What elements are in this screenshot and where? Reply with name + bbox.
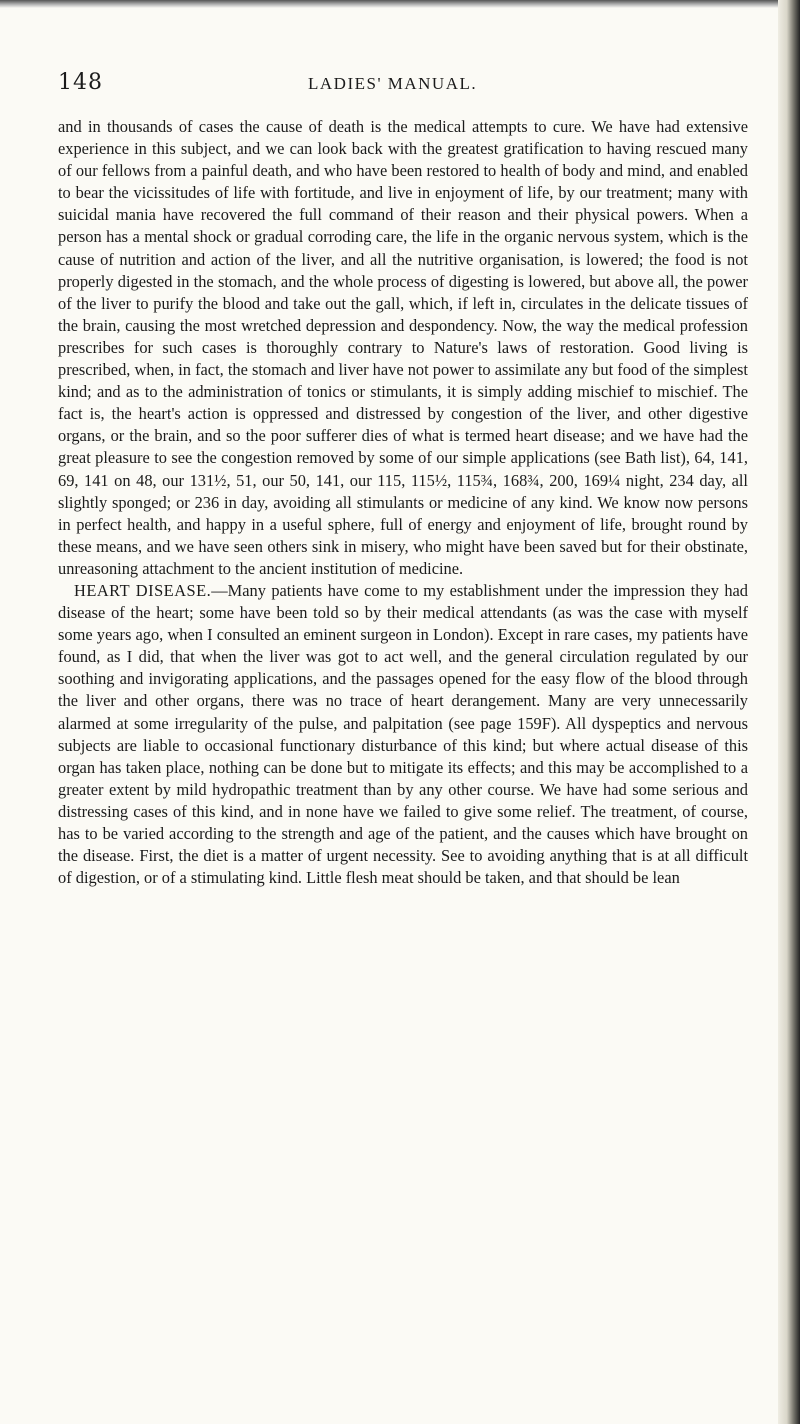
body-text bbox=[58, 116, 748, 889]
paragraph-heart-disease bbox=[58, 580, 748, 889]
page-top-shadow bbox=[0, 0, 800, 8]
running-title: LADIES' MANUAL. bbox=[308, 74, 478, 93]
page-header bbox=[58, 70, 748, 110]
paragraph-continuation: and in thousands of cases the cause of death is the medical attempts to cure. We have had extensive experience in this subject, and we can look back with the greatest gratification to having rescued many of our fellows from a painful death, and who have been restored to health of body and mind, and enabled to bear the vicissitudes of life with fortitude, and live in enjoyment of life, by our treatment; many with suicidal mania have recovered the full command of their reason and their physical powers. When a person has a mental shock or gradual corroding care, the life in the organic nervous system, which is the cause of nutrition and action of the liver, and all the nutritive organisation, is lowered; the food is not properly digested in the stomach, and the whole process of digesting is lowered, but above all, the power of the liver to purify the blood and take out the gall, which, if left in, circulates in the delicate tissues of the brain, causing the most wretched depression and despondency. Now, the way the medical profession prescribes for such cases is thoroughly contrary to Nature's laws of restoration. Good living is prescribed, when, in fact, the stomach and liver have not power to assimilate any but food of the simplest kind; and as to the administration of tonics or stimulants, it is simply adding mischief to mischief. The fact is, the heart's action is oppressed and distressed by congestion of the liver, and other digestive organs, or the brain, and so the poor sufferer dies of what is termed heart disease; and we have had the great pleasure to see the congestion removed by some of our simple applications (see Bath list), 64, 141, 69, 141 on 48, our 131½, 51, our 50, 141, our 115, 115½, 115¾, 168¾, 200, 169¼ night, 234 day, all slightly sponged; or 236 in day, avoiding all stimulants or medicine of any kind. We know now persons in perfect health, and happy in a useful sphere, full of energy and enjoyment of life, brought round by these means, and we have seen others sink in misery, who might have been saved but for their obstinate, unreasoning attachment to the ancient institution of medicine. bbox=[58, 117, 748, 578]
page-number: 148 bbox=[58, 70, 103, 95]
section-text: —Many patients have come to my establishment under the impression they had disease of the heart; some have been told so by their medical attendants (as was the case with myself some years ago, when I consulted an eminent surgeon in London). Except in rare cases, my patients have found, as I did, that when the liver was got to act well, and the general circulation regulated by our soothing and invigorating applications, and the passages opened for the easy flow of the blood through the liver and other organs, there was no trace of heart derangement. Many are very unnecessarily alarmed at some irregularity of the pulse, and palpitation (see page 159F). All dyspeptics and nervous subjects are liable to occasional functionary disturbance of this kind; but where actual disease of this organ has taken place, nothing can be done but to mitigate its effects; and this may be accomplished to a greater extent by mild hydropathic treatment than by any other course. We have had some serious and distressing cases of this kind, and in none have we failed to give some relief. The treatment, of course, has to be varied according to the strength and age of the patient, and the causes which have brought on the disease. First, the diet is a matter of urgent necessity. See to avoiding anything that is at all difficult of digestion, or of a stimulating kind. Little flesh meat should be taken, and that should be lean bbox=[58, 580, 748, 888]
page-binding-edge bbox=[778, 0, 800, 1424]
section-heading: HEART DISEASE. bbox=[74, 580, 212, 600]
